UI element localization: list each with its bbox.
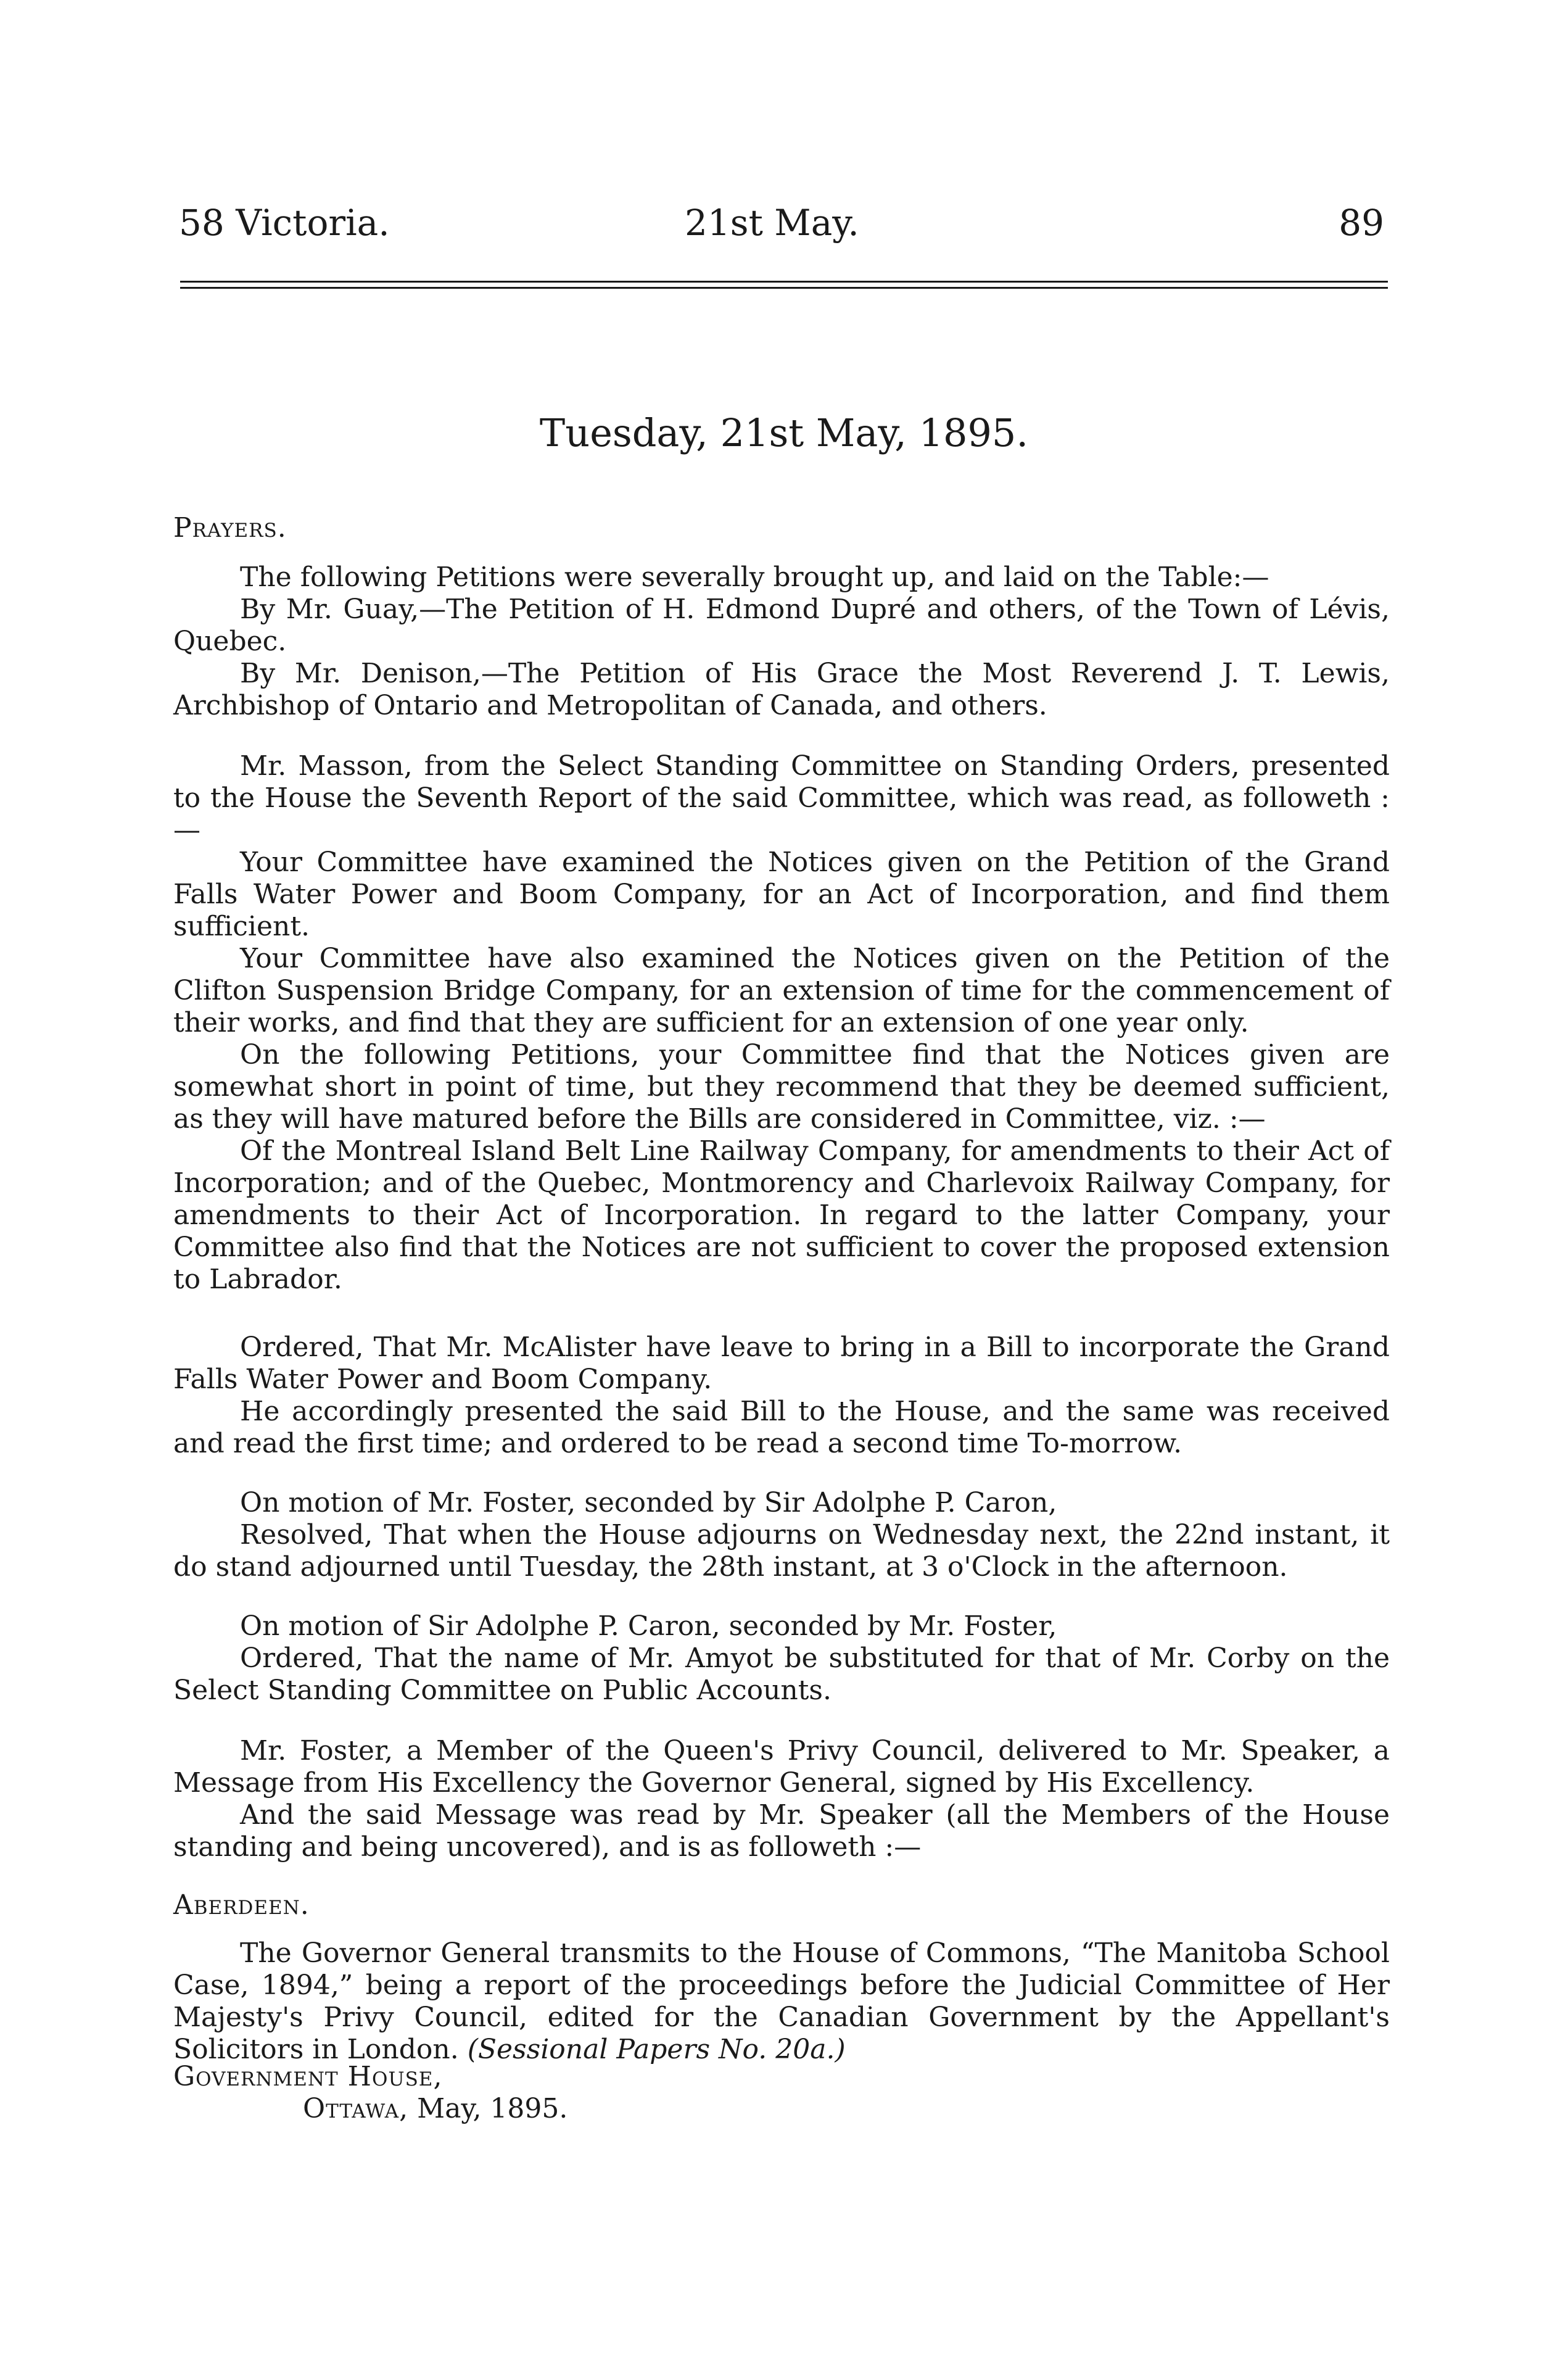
- committee-motion: On motion of Sir Adolphe P. Caron, seconded by Mr. Foster,: [240, 1610, 1057, 1642]
- place-date-block: [173, 2061, 1390, 2125]
- report-short-notices: On the following Petitions, your Committee find that the Notices given are somewhat short in point of time, but they recommend that they be deemed sufficient, as they will have matured before the Bills are considered in Committee, viz. :—: [173, 1039, 1390, 1135]
- message-date: May, 1895.: [417, 2093, 568, 2124]
- message-delivery: Mr. Foster, a Member of the Queen's Privy Council, delivered to Mr. Speaker, a Message from His Excellency the Governor General, signed by His Excellency.: [173, 1735, 1390, 1799]
- signature-aberdeen: Aberdeen.: [173, 1889, 310, 1921]
- sessional-papers-ref: (Sessional Papers No. 20a.): [467, 2034, 846, 2065]
- message-read: And the said Message was read by Mr. Speaker (all the Members of the House standing and being uncovered), and is as followeth :—: [173, 1799, 1390, 1863]
- bill-leave: Ordered, That Mr. McAlister have leave to bring in a Bill to incorporate the Grand Falls Water Power and Boom Company.: [173, 1332, 1390, 1395]
- prayers-label: Prayers.: [173, 512, 287, 544]
- adjournment-motion: On motion of Mr. Foster, seconded by Sir Adolphe P. Caron,: [240, 1487, 1057, 1518]
- header-rule-top: [180, 281, 1388, 283]
- place-date-line: [173, 2093, 1390, 2125]
- prayers-heading: [173, 512, 1390, 544]
- governor-message: [173, 1937, 1390, 2066]
- report-clifton: Your Committee have also examined the Notices given on the Petition of the Clifton Suspension Bridge Company, for an extension of time for the commencement of their works, and find that they are sufficient for an extension of one year only.: [173, 943, 1390, 1038]
- government-house: Government House,: [173, 2061, 443, 2092]
- adjournment-resolution: Resolved, That when the House adjourns on Wednesday next, the 22nd instant, it do stand adjourned until Tuesday, the 28th instant, at 3 o'Clock in the afternoon.: [173, 1519, 1390, 1583]
- committee-order: Ordered, That the name of Mr. Amyot be substituted for that of Mr. Corby on the Select Standing Committee on Public Accounts.: [173, 1642, 1390, 1706]
- bill-section: [173, 1332, 1390, 1460]
- report-railways: Of the Montreal Island Belt Line Railway Company, for amendments to their Act of Incorporation; and of the Quebec, Montmorency and Charlevoix Railway Company, for amendments to their Act of Incorporation. In regard to the latter Company, your Committee also find that the Notices are not sufficient to cover the proposed extension to Labrador.: [173, 1135, 1390, 1295]
- message-section: [173, 1735, 1390, 1863]
- page-number: 89: [1339, 202, 1384, 244]
- header-rule-bottom: [180, 287, 1388, 289]
- bill-first-reading: He accordingly presented the said Bill to the House, and the same was received and read the first time; and ordered to be read a second time To-morrow.: [173, 1396, 1390, 1459]
- report-section: [173, 750, 1390, 1296]
- petition-denison: By Mr. Denison,—The Petition of His Grace the Most Reverend J. T. Lewis, Archbishop of Ontario and Metropolitan of Canada, and others.: [173, 658, 1390, 721]
- petitions-section: [173, 561, 1390, 722]
- petitions-intro: The following Petitions were severally brought up, and laid on the Table:—: [240, 561, 1269, 593]
- header-date: 21st May.: [685, 202, 859, 244]
- petition-guay: By Mr. Guay,—The Petition of H. Edmond Dupré and others, of the Town of Lévis, Quebec.: [173, 594, 1390, 657]
- committee-section: [173, 1610, 1390, 1707]
- day-title: Tuesday, 21st May, 1895.: [539, 410, 1029, 455]
- report-intro: Mr. Masson, from the Select Standing Committee on Standing Orders, presented to the House the Seventh Report of the said Committee, which was read, as followeth :—: [173, 750, 1390, 846]
- signature-block: [173, 1889, 1390, 1921]
- header-session: 58 Victoria.: [179, 202, 390, 244]
- governor-message-text: [173, 1937, 1390, 2066]
- adjournment-section: [173, 1487, 1390, 1583]
- report-grand-falls: Your Committee have examined the Notices given on the Petition of the Grand Falls Water Power and Boom Company, for an Act of Incorporation, and find them sufficient.: [173, 847, 1390, 942]
- governor-message-body: The Governor General transmits to the House of Commons, “The Manitoba School Case, 1894,” being a report of the proceedings before the Judicial Committee of Her Majesty's Privy Council, edited for the Canadian Government by the Appellant's Solicitors in London.: [173, 1937, 1390, 2065]
- city-ottawa: Ottawa,: [303, 2093, 409, 2124]
